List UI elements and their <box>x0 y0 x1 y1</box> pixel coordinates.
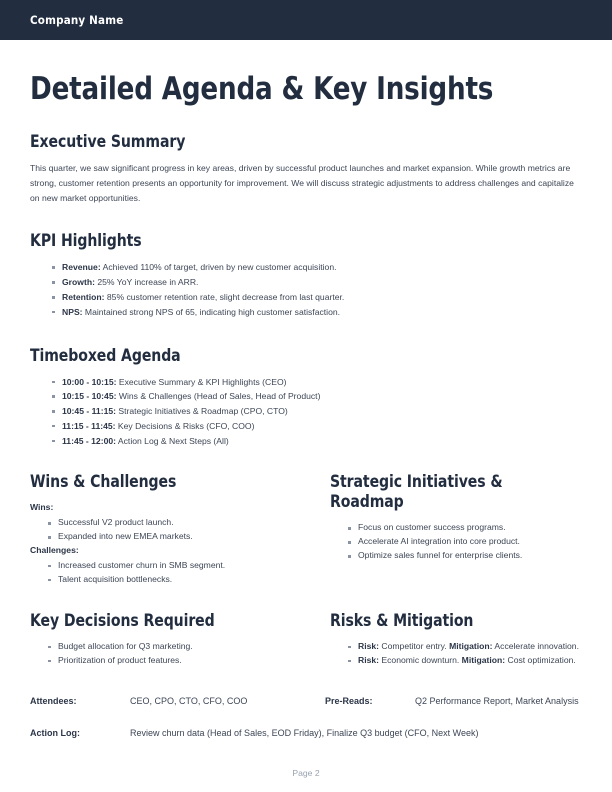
list-item <box>52 434 582 449</box>
columns-row-two <box>30 611 582 668</box>
agenda-time: 10:15 - 10:45: <box>62 391 117 402</box>
column-strategic-initiatives <box>306 472 582 586</box>
list-item <box>52 305 582 320</box>
agenda-text: Key Decisions & Risks (CFO, COO) <box>115 420 255 431</box>
list-item: Optimize sales funnel for enterprise clients. <box>348 549 582 563</box>
list-item: Budget allocation for Q3 marketing. <box>48 640 306 654</box>
document-header-bar <box>0 0 612 40</box>
meta-row-attendees-prereads <box>30 694 582 708</box>
list-item <box>52 389 582 404</box>
attendees-label: Attendees: <box>30 695 77 706</box>
list-item: Prioritization of product features. <box>48 654 306 668</box>
risk-label: Risk: <box>358 640 380 651</box>
section-heading-strategic-initiatives: Strategic Initiatives & Roadmap <box>330 472 503 513</box>
kpi-label: NPS: <box>62 306 83 317</box>
prereads-value: Q2 Performance Report, Market Analysis <box>415 695 579 706</box>
agenda-text: Action Log & Next Steps (All) <box>115 435 229 446</box>
list-item: Increased customer churn in SMB segment. <box>48 559 306 573</box>
list-item: Expanded into new EMEA markets. <box>48 530 306 544</box>
list-item <box>52 260 582 275</box>
subheading-challenges: Challenges: <box>30 545 79 556</box>
column-risks-mitigation <box>306 611 582 668</box>
agenda-time: 11:45 - 12:00: <box>62 435 116 446</box>
section-heading-timeboxed-agenda: Timeboxed Agenda <box>30 345 181 366</box>
kpi-label: Growth: <box>62 277 95 288</box>
agenda-time: 11:15 - 11:45: <box>62 420 116 431</box>
risk-text: Economic downturn. <box>379 654 462 665</box>
list-item <box>348 654 582 668</box>
section-heading-wins-challenges: Wins & Challenges <box>30 472 177 493</box>
list-item: Accelerate AI integration into core product. <box>348 535 582 549</box>
wins-list <box>30 516 306 544</box>
agenda-text: Executive Summary & KPI Highlights (CEO) <box>116 376 287 387</box>
kpi-label: Retention: <box>62 292 105 302</box>
kpi-text: 85% customer retention rate, slight decrease from last quarter. <box>104 292 345 302</box>
list-item: Successful V2 product launch. <box>48 516 306 530</box>
list-item: Focus on customer success programs. <box>348 521 582 535</box>
columns-row-one <box>30 472 582 586</box>
subheading-wins: Wins: <box>30 502 54 513</box>
prereads-label: Pre-Reads: <box>325 695 373 706</box>
mitigation-text: Cost optimization. <box>505 654 576 665</box>
mitigation-text: Accelerate innovation. <box>492 640 579 651</box>
challenges-list <box>30 559 306 587</box>
action-log-label: Action Log: <box>30 727 80 738</box>
company-name: Company Name <box>30 13 124 27</box>
list-item <box>348 640 582 654</box>
list-item <box>52 275 582 290</box>
page-title: Detailed Agenda & Key Insights <box>30 71 494 107</box>
column-key-decisions <box>30 611 306 668</box>
meta-row-action-log <box>30 726 582 740</box>
page-number-footer: Page 2 <box>292 768 320 778</box>
kpi-text: Maintained strong NPS of 65, indicating high customer satisfaction. <box>82 306 341 317</box>
list-item <box>52 419 582 434</box>
agenda-time: 10:00 - 10:15: <box>62 376 117 387</box>
agenda-text: Strategic Initiatives & Roadmap (CPO, CTO) <box>115 406 288 417</box>
list-item <box>52 404 582 419</box>
section-heading-executive-summary: Executive Summary <box>30 132 186 153</box>
action-log-value: Review churn data (Head of Sales, EOD Friday), Finalize Q3 budget (CFO, Next Week) <box>130 727 479 738</box>
kpi-text: Achieved 110% of target, driven by new customer acquisition. <box>100 262 337 273</box>
agenda-text: Wins & Challenges (Head of Sales, Head of Product) <box>116 391 321 402</box>
document-page <box>0 72 612 740</box>
agenda-time: 10:45 - 11:15: <box>62 406 116 417</box>
kpi-text: 25% YoY increase in ARR. <box>94 277 199 288</box>
section-heading-risks-mitigation: Risks & Mitigation <box>330 610 474 631</box>
list-item <box>52 375 582 390</box>
list-item: Talent acquisition bottlenecks. <box>48 573 306 587</box>
risk-label: Risk: <box>358 654 380 665</box>
meta-section <box>30 694 582 741</box>
kpi-label: Revenue: <box>62 262 101 273</box>
timeboxed-agenda-list <box>30 375 582 449</box>
attendees-value: CEO, CPO, CTO, CFO, COO <box>130 695 248 706</box>
mitigation-label: Mitigation: <box>449 640 493 651</box>
key-decisions-list <box>30 640 306 668</box>
list-item <box>52 290 582 305</box>
section-heading-key-decisions: Key Decisions Required <box>30 610 215 631</box>
executive-summary-paragraph: This quarter, we saw significant progress in key areas, driven by successful product launches and market expansion. While growth metrics are strong, customer retention presents an opportunity for improvement. We will discuss strategic adjustments to address challenges and capitalize on new market opportunities. <box>30 163 574 203</box>
mitigation-label: Mitigation: <box>461 654 506 665</box>
strategic-initiatives-list <box>330 521 582 563</box>
kpi-highlights-list <box>30 260 582 319</box>
column-wins-challenges <box>30 472 306 586</box>
section-heading-kpi-highlights: KPI Highlights <box>30 231 142 252</box>
risk-text: Competitor entry. <box>379 640 450 651</box>
risks-mitigation-list <box>330 640 582 668</box>
